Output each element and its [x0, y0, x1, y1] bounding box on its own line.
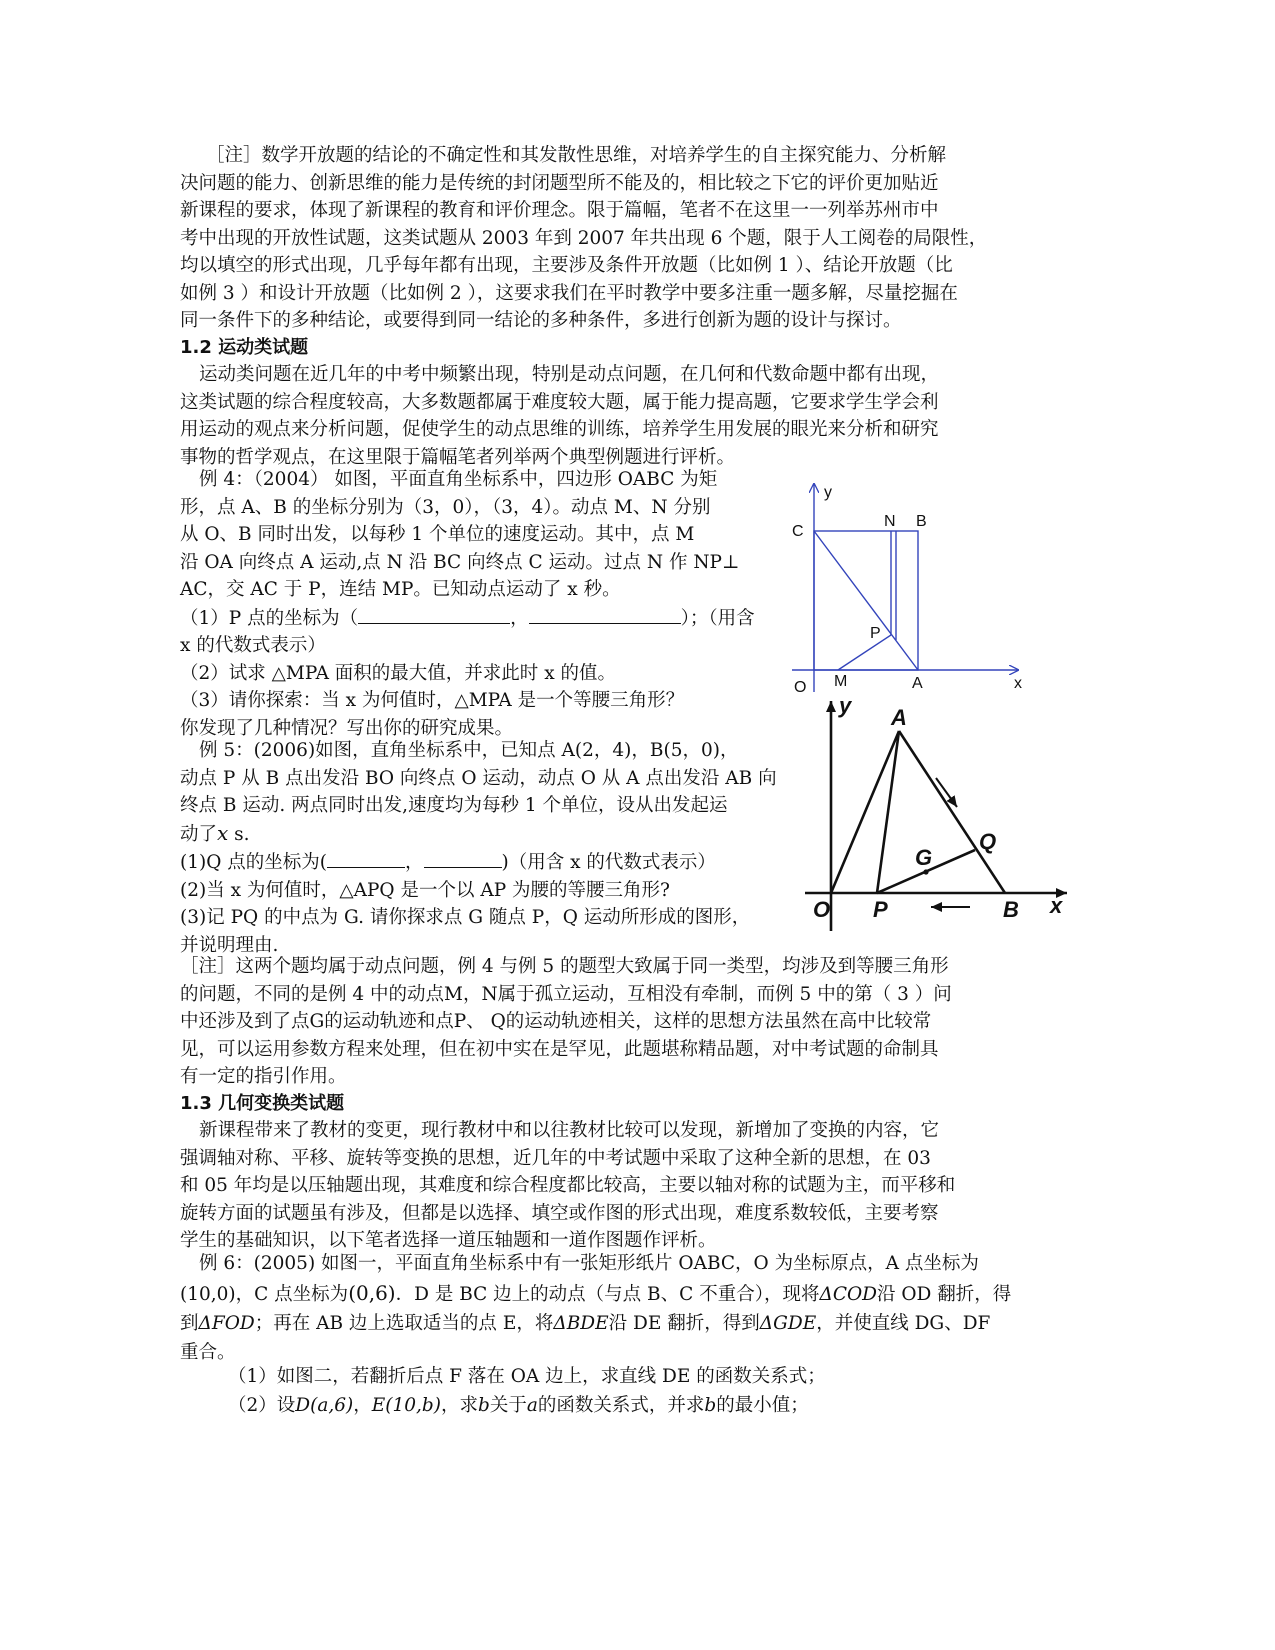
- example-line: 从 O、B 同时出发，以每秒 1 个单位的速度运动。其中，点 M: [180, 524, 695, 545]
- math-var: x: [217, 820, 229, 845]
- label-x: x: [1050, 893, 1063, 918]
- paragraph-line: 事物的哲学观点，在这里限于篇幅笔者列举两个典型例题进行评析。: [180, 446, 736, 468]
- label-a: A: [912, 675, 923, 692]
- note-1-line: 新课程的要求，体现了新课程的教育和评价理念。限于篇幅，笔者不在这里一一列举苏州市中: [180, 200, 939, 221]
- paragraph-line: 学生的基础知识，以下笔者选择一道压轴题和一道作图题作评析。: [180, 1230, 717, 1251]
- example-4-figure: [780, 478, 1040, 700]
- text: （2）设: [228, 1395, 296, 1416]
- label-o: O: [813, 897, 831, 922]
- example-line: [180, 1309, 1011, 1338]
- example-line: 动点 P 从 B 点出发沿 BO 向终点 O 运动，动点 O 从 A 点出发沿 AB 向: [180, 767, 777, 789]
- paragraph-line: 用运动的观点来分析问题，促使学生的动点思维的训练，培养学生用发展的眼光来分析和研究: [180, 419, 939, 440]
- example-6: [180, 1279, 1011, 1367]
- line-mp: [838, 635, 891, 670]
- label-b: B: [1003, 897, 1019, 922]
- label-p: P: [870, 625, 881, 642]
- math: D(a,6): [295, 1395, 354, 1416]
- note-2-line: ［注］这两个题均属于动点问题，例 4 与例 5 的题型大致属于同一类型，均涉及到等腰三角形: [180, 956, 949, 977]
- math: ΔCOD: [819, 1284, 877, 1305]
- section-1-3-para-first: [199, 1117, 939, 1145]
- note-1-line: 均以填空的形式出现，几乎每年都有出现，主要涉及条件开放题（比如例 1 ）、结论开放题（比: [180, 255, 953, 276]
- example-5-figure: [795, 695, 1075, 943]
- question-1: [180, 848, 777, 877]
- label-a: A: [891, 705, 907, 730]
- note-1-line: 考中出现的开放性试题，这类试题从 2003 年到 2007 年共出现 6 个题，限于人工阅卷的局限性，: [180, 227, 988, 249]
- answer-blank: [424, 848, 502, 868]
- text: 关于: [489, 1395, 527, 1416]
- note-1-line: 同一条件下的多种结论，或要得到同一结论的多种条件，多进行创新为题的设计与探讨。: [180, 310, 902, 331]
- question-3-cont: 你发现了几种情况？写出你的研究成果。: [180, 717, 514, 739]
- note-1-line: 决问题的能力、创新思维的能力是传统的封闭题型所不能及的，相比较之下它的评价更加贴近: [180, 172, 939, 194]
- example-6-first: [199, 1250, 979, 1278]
- example-5-first: [199, 737, 738, 765]
- text: ，C 点坐标为: [235, 1284, 349, 1305]
- math: ΔGDE: [759, 1313, 817, 1334]
- paragraph-line: 强调轴对称、平移、旋转等变换的思想，近几年的中考试题中采取了这种全新的思想，在 03: [180, 1147, 931, 1169]
- example-line: 终点 B 运动. 两点同时出发,速度均为每秒 1 个单位，设从出发起运: [180, 795, 728, 816]
- example-line: [180, 820, 777, 849]
- math: b: [477, 1395, 490, 1416]
- example-line: 沿 OA 向终点 A 运动,点 N 沿 BC 向终点 C 运动。过点 N 作 NP⊥: [180, 551, 740, 573]
- math: ΔFOD: [198, 1313, 255, 1334]
- text: ，求: [440, 1395, 478, 1416]
- paragraph-line: 和 05 年均是以压轴题出现，其难度和综合程度都比较高，主要以轴对称的试题为主，而平移和: [180, 1175, 956, 1196]
- text: ；再在 AB 边上选取适当的点 E，将: [254, 1313, 554, 1334]
- math: ΔBDE: [553, 1313, 609, 1334]
- label-n: N: [884, 513, 896, 530]
- question-3: （3）请你探索：当 x 为何值时，△MPA 是一个等腰三角形？: [180, 690, 685, 711]
- label-b: B: [916, 513, 927, 530]
- example-line: 例 6：(2005) 如图一，平面直角坐标系中有一张矩形纸片 OABC，O 为坐标原点，A 点坐标为: [199, 1253, 979, 1274]
- q-text: (1)Q 点的坐标为(: [180, 852, 327, 873]
- diagonal-ac: [814, 531, 918, 670]
- paragraph-line: 这类试题的综合程度较高，大多数题都属于难度较大题，属于能力提高题，它要求学生学会利: [180, 391, 939, 413]
- section-1-2-para: [180, 389, 939, 472]
- label-y: y: [824, 484, 832, 501]
- text: ，: [353, 1395, 372, 1416]
- example-line: 例 4：（2004） 如图，平面直角坐标系中，四边形 OABC 为矩: [199, 469, 718, 490]
- text: 的最小值；: [716, 1395, 809, 1416]
- section-heading: 1.2 运动类试题: [180, 337, 309, 358]
- section-1-3-para: [180, 1145, 955, 1255]
- note-1-body: [180, 170, 987, 335]
- note-2-line: 有一定的指引作用。: [180, 1066, 347, 1087]
- question-2: [228, 1391, 826, 1420]
- text: ，并使直线 DG、DF: [816, 1313, 991, 1334]
- label-x: x: [1014, 675, 1022, 692]
- paragraph-line: 旋转方面的试题虽有涉及，但都是以选择、填空或作图的形式出现，难度系数较低，主要考察: [180, 1202, 939, 1224]
- section-1-3: [180, 1090, 344, 1118]
- text: 到: [180, 1313, 199, 1334]
- text: ．D 是 BC 边上的动点（与点 B、C 不重合），现将: [395, 1284, 820, 1305]
- question-1: （1）如图二，若翻折后点 F 落在 OA 边上，求直线 DE 的函数关系式；: [228, 1366, 826, 1387]
- q-text: )（用含 x 的代数式表示）: [501, 852, 716, 873]
- text: 沿 OD 翻折，得: [876, 1284, 1012, 1305]
- q-text: ，: [510, 607, 529, 629]
- text: 的函数关系式，并求: [537, 1395, 705, 1416]
- math: a: [526, 1395, 538, 1416]
- note-2-line: 见，可以运用参数方程来处理，但在初中实在是罕见，此题堪称精品题，对中考试题的命制具: [180, 1038, 939, 1060]
- example-line: 重合。: [180, 1342, 236, 1363]
- question-2: (2)当 x 为何值时，△APQ 是一个以 AP 为腰的等腰三角形?: [180, 879, 670, 901]
- math: (0,6): [348, 1281, 396, 1305]
- note-1-line: 如例 3 ）和设计开放题（比如例 2 ），这要求我们在平时教学中要多注重一题多解，尽量挖掘在: [180, 282, 958, 304]
- label-c: C: [792, 523, 804, 540]
- section-1-2-para-first: [199, 361, 939, 389]
- example-line: [180, 1279, 1011, 1309]
- math: (10,0): [180, 1284, 236, 1305]
- label-g: G: [915, 845, 933, 870]
- section-1-2: [180, 334, 308, 362]
- label-q: Q: [979, 829, 997, 854]
- label-m: M: [834, 673, 848, 690]
- text: 沿 DE 翻折，得到: [608, 1313, 760, 1334]
- section-heading: 1.3 几何变换类试题: [180, 1093, 345, 1114]
- question-1-cont: x 的代数式表示）: [180, 635, 326, 656]
- note-2: [180, 953, 952, 1091]
- example-line: 例 5：(2006)如图，直角坐标系中，已知点 A(2，4)，B(5，0)，: [199, 740, 739, 761]
- example-4-first: [199, 466, 717, 494]
- q-text: （1）P 点的坐标为（: [180, 607, 359, 629]
- question-1: [180, 604, 755, 633]
- label-p: P: [873, 897, 888, 922]
- question-3: (3)记 PQ 的中点为 G. 请你探求点 G 随点 P，Q 运动所形成的图形，: [180, 907, 751, 928]
- note-1: [206, 142, 946, 170]
- text: s.: [228, 823, 250, 845]
- question-3-cont: 并说明理由.: [180, 934, 279, 956]
- text: 动了: [180, 823, 218, 845]
- question-2: （2）试求 △MPA 面积的最大值，并求此时 x 的值。: [180, 662, 617, 684]
- label-o: O: [794, 679, 807, 696]
- example-5: [180, 765, 777, 960]
- example-line: AC，交 AC 于 P，连结 MP。已知动点运动了 x 秒。: [180, 579, 621, 600]
- answer-blank: [358, 604, 510, 624]
- answer-blank: [529, 604, 681, 624]
- paragraph-line: 新课程带来了教材的变更，现行教材中和以往教材比较可以发现，新增加了变换的内容，它: [199, 1120, 940, 1141]
- note-2-line: 中还涉及到了点G的运动轨迹和点P、 Q的运动轨迹相关，这样的思想方法虽然在高中比较常: [180, 1011, 932, 1032]
- point-g: [923, 869, 928, 874]
- note-1-line: ［注］数学开放题的结论的不确定性和其发散性思维，对培养学生的自主探究能力、分析解: [206, 145, 947, 166]
- paragraph-line: 运动类问题在近几年的中考中频繁出现，特别是动点问题，在几何和代数命题中都有出现，: [199, 364, 940, 385]
- math: E(10,b): [371, 1395, 441, 1416]
- example-line: 形，点 A、B 的坐标分别为（3，0），（3，4）。动点 M、N 分别: [180, 496, 711, 518]
- example-6-questions: [228, 1362, 826, 1420]
- example-4: [180, 494, 755, 743]
- note-2-line: 的问题，不同的是例 4 中的动点M，N属于孤立运动，互相没有牵制，而例 5 中的第（ 3 ）问: [180, 983, 952, 1005]
- answer-blank: [327, 848, 405, 868]
- label-y: y: [839, 695, 852, 718]
- math: b: [704, 1395, 717, 1416]
- q-text: ）；（用含: [680, 607, 755, 629]
- q-text: ，: [404, 852, 424, 873]
